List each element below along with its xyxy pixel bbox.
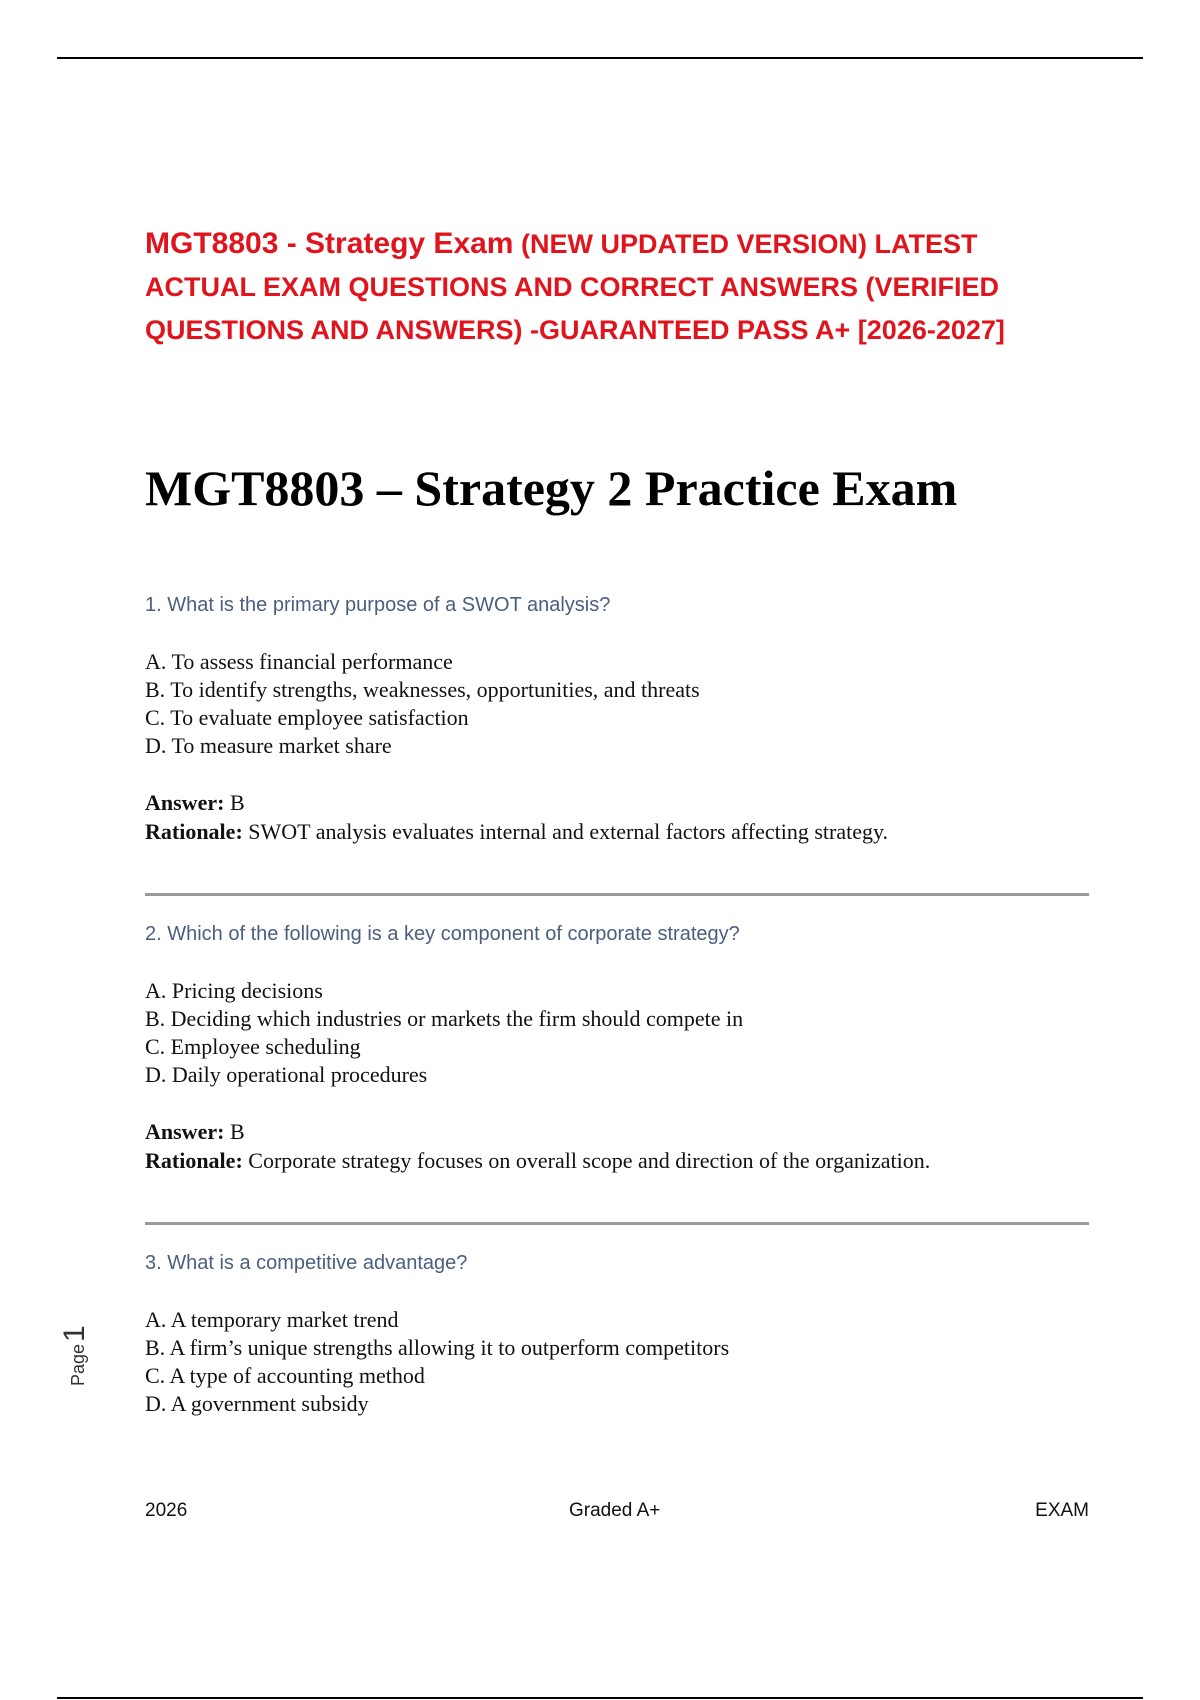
option-item: B. Deciding which industries or markets the firm should compete in [145, 1006, 744, 1031]
question-text: 2. Which of the following is a key component of corporate strategy? [145, 923, 740, 945]
header-title-description: (NEW UPDATED VERSION) LATEST ACTUAL EXAM QUESTIONS AND CORRECT ANSWERS (VERIFIED QUESTIONS AND ANSWERS) -GUARANTEED PASS A+ [2026-2027] [145, 229, 1005, 345]
option-item: B. To identify strengths, weaknesses, opportunities, and threats [145, 677, 700, 702]
rationale-label: Rationale: [145, 819, 243, 844]
answer-block [145, 1117, 1090, 1175]
footer-label: EXAM [1035, 1500, 1089, 1521]
option-item: B. A firm’s unique strengths allowing it to outperform competitors [145, 1335, 730, 1360]
option-item: A. To assess financial performance [145, 649, 453, 674]
footer-year: 2026 [145, 1500, 188, 1521]
question-block [145, 1250, 1090, 1418]
rationale-line [145, 1146, 1090, 1175]
options-list [145, 1306, 1090, 1418]
bottom-rule [57, 1697, 1143, 1699]
options-list [145, 648, 1090, 760]
question-block [145, 592, 1090, 846]
question-text: 1. What is the primary purpose of a SWOT analysis? [145, 594, 611, 616]
rationale-text: Corporate strategy focuses on overall scope and direction of the organization. [242, 1148, 931, 1173]
option-item: D. Daily operational procedures [145, 1062, 428, 1087]
section-divider [145, 893, 1089, 896]
section-divider [145, 1222, 1089, 1225]
exam-title: MGT8803 – Strategy 2 Practice Exam [145, 460, 958, 516]
option-item: C. A type of accounting method [145, 1363, 425, 1388]
option-item: C. To evaluate employee satisfaction [145, 705, 469, 730]
option-item: A. A temporary market trend [145, 1307, 399, 1332]
option-item: C. Employee scheduling [145, 1034, 361, 1059]
option-item: D. To measure market share [145, 733, 392, 758]
header-title-course: MGT8803 - Strategy Exam [145, 227, 514, 260]
top-rule [57, 57, 1143, 59]
answer-value: B [224, 1119, 245, 1144]
answer-label: Answer: [145, 790, 225, 815]
document-header-title [145, 222, 1065, 352]
page-number [58, 1276, 98, 1386]
option-item: A. Pricing decisions [145, 978, 323, 1003]
rationale-label: Rationale: [145, 1148, 243, 1173]
answer-line [145, 1117, 1090, 1146]
page-footer [145, 1500, 1089, 1528]
options-list [145, 977, 1090, 1089]
question-block [145, 921, 1090, 1175]
rationale-text: SWOT analysis evaluates internal and external factors affecting strategy. [242, 819, 889, 844]
answer-label: Answer: [145, 1119, 225, 1144]
question-text: 3. What is a competitive advantage? [145, 1252, 468, 1274]
answer-value: B [224, 790, 245, 815]
answer-block [145, 788, 1090, 846]
footer-grade: Graded A+ [569, 1500, 661, 1521]
rationale-line [145, 817, 1090, 846]
page-number-label: Page [68, 1343, 88, 1386]
option-item: D. A government subsidy [145, 1391, 369, 1416]
answer-line [145, 788, 1090, 817]
page-number-value: 1 [58, 1325, 91, 1342]
